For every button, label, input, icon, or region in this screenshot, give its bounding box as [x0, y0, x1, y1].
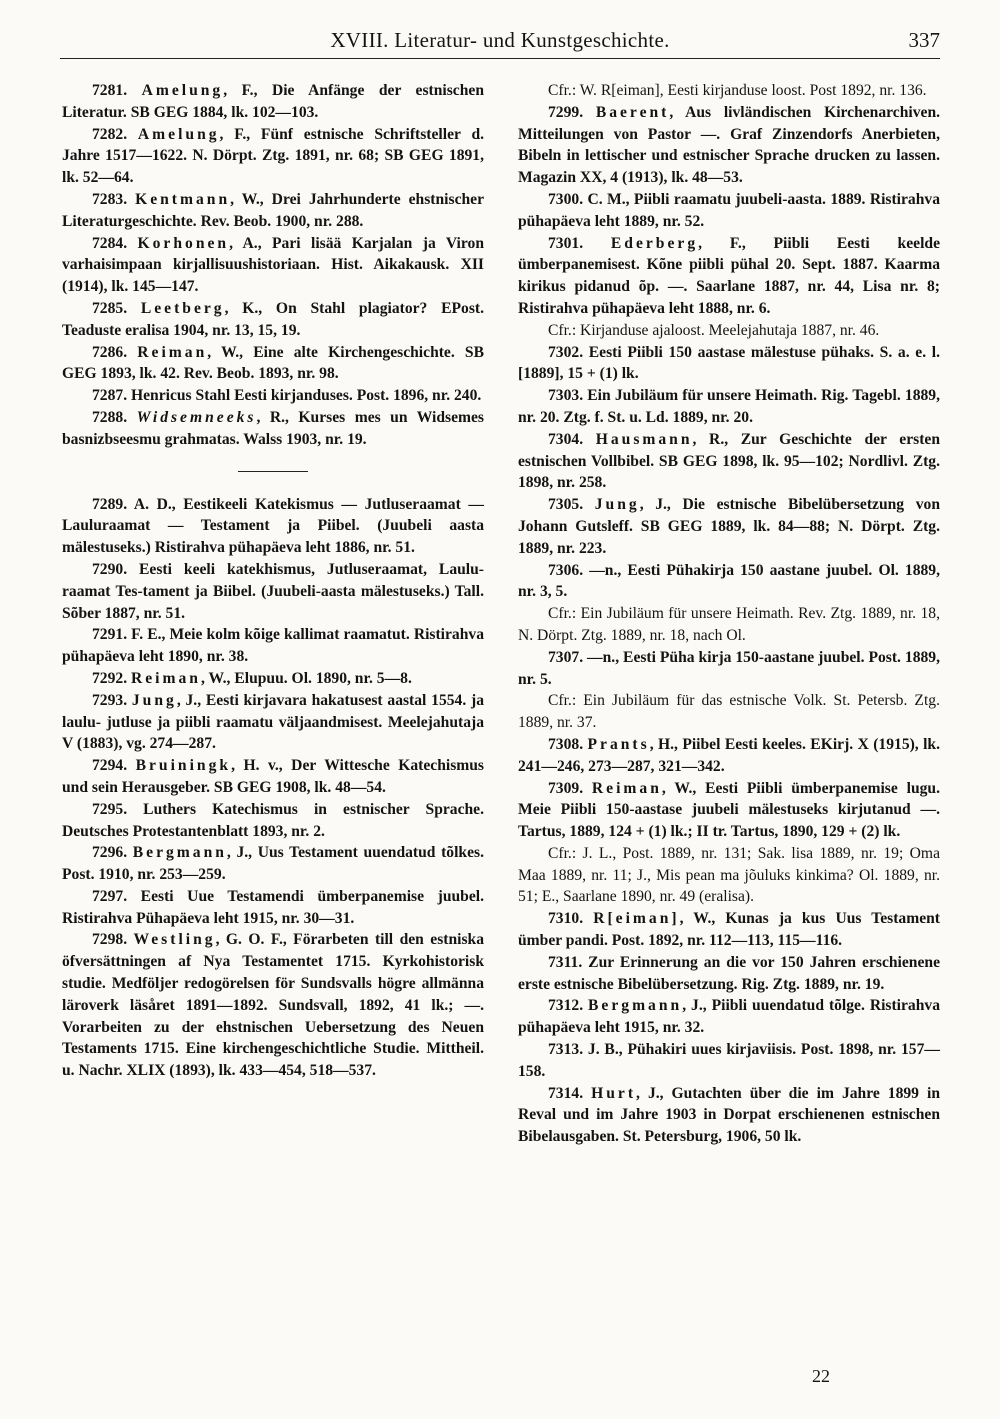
left-entry-list-2 — [62, 494, 484, 1083]
entry-author: Leetberg — [140, 299, 225, 317]
entry-text: 7291. F. E., Meie kolm kõige kallimat raamatut. Ristirahva pühapäeva leht 1890, nr. 38. — [62, 626, 484, 666]
entry-text: 7303. Ein Jubiläum für unsere Heimath. Rig. Tagebl. 1889, nr. 20. Ztg. f. St. u. Ld. 1889, nr. 20. — [518, 387, 940, 426]
entry-details: , J., Die estnische Bibelübersetzung von Johann Gutsleff. SB GEG 1889, lk. 84—88; N. Dörpt. Ztg. 1889, nr. 223. — [518, 496, 941, 557]
entry-text: 7287. Henricus Stahl Eesti kirjanduses. Post. 1896, nr. 240. — [92, 387, 482, 405]
entry-text: 7301. — [548, 234, 611, 252]
bibliography-entry — [518, 342, 940, 386]
entry-details: , W., Eesti Piibli ümberpanemise lugu. Meie Piibli 150-aastase juubeli mälestuseks kirjutanud —. Tartus, 1889, 124 + (1) lk.; II tr. Tartus, 1890, 129 + (2) lk. — [518, 779, 941, 841]
entry-author: Reiman — [591, 779, 662, 797]
entry-text: 7305. — [548, 496, 595, 514]
bibliography-entry — [62, 668, 484, 690]
entry-author: Bruiningk — [135, 757, 232, 775]
running-title: XVIII. Literatur- und Kunstgeschichte. — [330, 28, 670, 52]
bibliography-entry — [518, 734, 940, 778]
entry-author: Kentmann — [135, 190, 231, 208]
entry-author: Hurt — [591, 1084, 637, 1102]
entry-text: Cfr.: Kirjanduse ajaloost. Meelejahutaja 1887, nr. 46. — [548, 321, 880, 339]
entry-text: 7310. — [548, 910, 594, 928]
bibliography-entry — [62, 799, 484, 843]
cross-reference — [518, 80, 940, 102]
entry-details: , J., Piibli uuendatud tõlge. Ristirahva pühapäeva leht 1915, nr. 32. — [518, 997, 940, 1037]
bibliography-entry — [62, 80, 484, 124]
entry-author: Jung — [131, 691, 177, 709]
entry-author: Prants — [587, 735, 650, 753]
entry-author: Hausmann — [595, 430, 693, 448]
bibliography-entry — [62, 690, 484, 755]
bibliography-entry — [518, 1083, 940, 1148]
entry-details: , G. O. F., Förarbeten till den estniska öfversättningen af Nya Testamentet 1715. Kyrkohistorisk studie. Medföljer redogörelsen för Sundsvalls högre allmänna läroverk läsåret 1891—1892. Sundsvall, 1892, 41 lk.; —. Vorarbeiten zu der ehstnischen Uebersetzung des Neuen Testaments 1715. Eine kirchengeschichtliche Studie. Mittheil. u. Nachr. XLIX (1893), lk. 433—454, 518—537. — [62, 931, 484, 1080]
entry-details: , W., Eine alte Kirchengeschichte. SB GEG 1893, lk. 42. Rev. Beob. 1893, nr. 98. — [62, 343, 485, 383]
entry-author: Korhonen — [137, 234, 230, 252]
entry-text: 7298. — [92, 931, 134, 949]
signature-mark: 22 — [812, 1366, 830, 1386]
left-column — [62, 80, 484, 1082]
entry-text: 7304. — [548, 430, 596, 448]
cross-reference — [518, 690, 940, 734]
entry-text: 7313. J. B., Pühakiri uues kirjaviisis. Post. 1898, nr. 157—158. — [518, 1041, 940, 1080]
entry-text: 7295. Luthers Katechismus in estnischer Sprache. Deutsches Protestantenblatt 1893, nr. 2. — [62, 800, 484, 840]
entry-text: 7306. —n., Eesti Pühakirja 150 aastane juubel. Ol. 1889, nr. 3, 5. — [518, 561, 940, 601]
bibliography-entry — [518, 778, 940, 843]
entry-text: 7294. — [92, 757, 136, 775]
entry-text: 7307. —n., Eesti Püha kirja 150-aastane juubel. Post. 1889, nr. 5. — [518, 648, 940, 688]
bibliography-entry — [62, 886, 484, 930]
entry-author: Reiman — [130, 669, 201, 687]
entry-text: 7300. C. M., Piibli raamatu juubeli-aasta. 1889. Ristirahva pühapäeva leht 1889, nr. 52. — [518, 190, 940, 230]
entry-details: , J., Gutachten über die im Jahre 1899 in Reval und im Jahre 1903 in Dorpat erschienenen estnischen Bibelausgaben. St. Petersburg, 1906, 50 lk. — [518, 1084, 941, 1146]
right-column — [518, 80, 940, 1148]
entry-text: 7285. — [92, 299, 141, 317]
entry-author: Baerent — [595, 103, 670, 121]
entry-text: 7309. — [548, 779, 592, 797]
entry-details: , W., Drei Jahrhunderte ehstnischer Literaturgeschichte. Rev. Beob. 1900, nr. 288. — [62, 190, 485, 230]
entry-text: 7312. — [548, 997, 589, 1015]
bibliography-entry — [518, 1039, 940, 1083]
cross-reference — [518, 603, 940, 647]
bibliography-entry — [62, 124, 484, 189]
bibliography-entry — [518, 189, 940, 233]
entry-text: 7314. — [548, 1084, 592, 1102]
bibliography-entry — [62, 342, 484, 386]
entry-text: 7283. — [92, 190, 136, 208]
bibliography-entry — [518, 102, 940, 189]
entry-text: 7293. — [92, 691, 132, 709]
right-entry-list — [518, 80, 940, 1148]
entry-author: Bergmann — [132, 844, 227, 862]
entry-details: , W., Kunas ja kus Uus Testament ümber pandi. Post. 1892, nr. 112—113, 115—116. — [518, 910, 941, 950]
entry-author: R[eiman] — [593, 910, 680, 928]
entry-details: , R., Kurses mes un Widsemes basnizbseesmu grahmatas. Walss 1903, nr. 19. — [62, 408, 485, 448]
bibliography-entry — [518, 560, 940, 604]
entry-author: Bergmann — [588, 997, 683, 1015]
bibliography-entry — [62, 842, 484, 886]
entry-details: , A., Pari lisää Karjalan ja Viron varhaisimpaan kirjallisuushistoriaan. Hist. Aikakausk. XII (1914), lk. 145—147. — [62, 234, 484, 296]
entry-details: , R., Zur Geschichte der ersten estnischen Vollbibel. SB GEG 1898, lk. 95—102; Nordlivl. Ztg. 1898, nr. 258. — [518, 430, 940, 492]
bibliography-entry — [518, 647, 940, 691]
bibliography-entry — [62, 385, 484, 407]
bibliography-entry — [518, 995, 940, 1039]
bibliography-entry — [518, 385, 940, 429]
entry-text: 7308. — [548, 735, 588, 753]
entry-text: 7284. — [92, 234, 138, 252]
entry-text: 7292. — [92, 669, 131, 687]
bibliography-entry — [518, 494, 940, 559]
entry-text: 7296. — [92, 844, 133, 862]
bibliography-entry — [62, 755, 484, 799]
entry-text: 7311. Zur Erinnerung an die vor 150 Jahren erschienene erste estnische Bibelübersetzung. Rig. Ztg. 1889, nr. 19. — [518, 953, 940, 993]
entry-text: 7289. A. D., Eestikeeli Katekismus — Jutluseraamat — Lauluraamat — Testament ja Piibel. (Juubeli aasta mälestuseks.) Ristirahva pühapäeva leht 1886, nr. 51. — [62, 495, 484, 557]
bibliography-entry — [518, 429, 940, 494]
entry-text: Cfr.: Ein Jubiläum für unsere Heimath. Rev. Ztg. 1889, nr. 18, N. Dörpt. Ztg. 1889, nr. 18, nach Ol. — [518, 605, 940, 644]
entry-author: Amelung — [137, 125, 220, 143]
bibliography-entry — [62, 929, 484, 1082]
entry-text: Cfr.: W. R[eiman], Eesti kirjanduse loost. Post 1892, nr. 136. — [548, 82, 927, 99]
entry-text: 7288. — [92, 408, 137, 426]
page-number: 337 — [908, 28, 940, 52]
entry-details: , H., Piibel Eesti keeles. EKirj. X (1915), lk. 241—246, 273—287, 321—342. — [518, 735, 941, 775]
entry-author: Ederberg — [610, 234, 699, 252]
entry-text: Cfr.: Ein Jubiläum für das estnische Volk. St. Petersb. Ztg. 1889, nr. 37. — [518, 692, 940, 732]
entry-author: Jung — [594, 496, 640, 514]
entry-text: 7281. — [92, 82, 142, 99]
entry-author: Widsemneeks — [136, 408, 257, 426]
cross-reference — [518, 843, 940, 908]
entry-author: Westling — [133, 931, 216, 949]
entry-details: , F., Fünf estnische Schriftsteller d. Jahre 1517—1622. N. Dörpt. Ztg. 1891, nr. 68; SB GEG 1891, lk. 52—64. — [62, 125, 485, 187]
entry-text: 7286. — [92, 343, 138, 361]
bibliography-entry — [62, 407, 484, 451]
bibliography-entry — [62, 298, 484, 342]
entry-author: Reiman — [137, 343, 208, 361]
entry-text: 7282. — [92, 125, 138, 143]
entry-details: , H. v., Der Wittesche Katechismus und sein Herausgeber. SB GEG 1908, lk. 48—54. — [62, 757, 484, 796]
entry-text: Cfr.: J. L., Post. 1889, nr. 131; Sak. lisa 1889, nr. 19; Oma Maa 1889, nr. 11; J., Mis pean ma jõuluks kinkima? Ol. 1889, nr. 51; E., Saarlane 1890, nr. 49 (eralisa). — [518, 844, 940, 906]
bibliography-entry — [518, 908, 940, 952]
entry-details: , K., On Stahl plagiator? EPost. Teaduste eralisa 1904, nr. 13, 15, 19. — [62, 299, 484, 339]
bibliography-entry — [518, 233, 940, 320]
entry-details: , J., Eesti kirjavara hakatusest aastal 1554. ja laulu- jutluse ja piibli raamatu väljaandmisest. Meelejahutaja V (1883), vg. 274—287. — [62, 691, 485, 753]
entry-details: , J., Uus Testament uuendatud tõlkes. Post. 1910, nr. 253—259. — [62, 844, 484, 884]
entry-author: Amelung — [141, 82, 224, 99]
left-entry-list-1 — [62, 80, 484, 451]
entry-text: 7302. Eesti Piibli 150 aastase mälestuse pühaks. S. a. e. l. [1889], 15 + (1) lk. — [518, 343, 940, 383]
entry-text: 7297. Eesti Uue Testamendi ümberpanemise juubel. Ristirahva Pühapäeva leht 1915, nr. 30—31. — [62, 887, 484, 927]
bibliography-entry — [62, 559, 484, 624]
bibliography-entry — [62, 189, 484, 233]
bibliography-entry — [62, 624, 484, 668]
section-divider — [238, 471, 308, 472]
cross-reference — [518, 320, 940, 342]
entry-details: , F., Piibli Eesti keelde ümberpanemisest. Kõne piibli pühal 20. Sept. 1887. Kaarma kirikus pidanud õp. —. Saarlane 1887, nr. 44, Lisa nr. 8; Ristirahva pühapäeva leht 1888, nr. 6. — [518, 234, 940, 317]
entry-text: 7299. — [548, 103, 596, 121]
bibliography-entry — [62, 233, 484, 298]
entry-text: 7290. Eesti keeli katekhismus, Jutluseraamat, Laulu-raamat Tes-tament ja Biibel. (Juubeli-aasta mälestuseks.) Tall. Sõber 1887, nr. 51. — [62, 560, 484, 622]
bibliography-entry — [62, 494, 484, 559]
entry-details: , Aus livländischen Kirchenarchiven. Mitteilungen von Pastor —. Graf Zinzendorfs Anerbieten, Bibeln in lettischer und estnischer Sprache drucken zu lassen. Magazin XX, 4 (1913), lk. 48—53. — [518, 103, 941, 187]
entry-details: , W., Elupuu. Ol. 1890, nr. 5—8. — [200, 669, 412, 687]
bibliography-entry — [518, 952, 940, 996]
page-header — [60, 28, 940, 59]
entry-details: , F., Die Anfänge der estnischen Literatur. SB GEG 1884, lk. 102—103. — [62, 82, 484, 121]
